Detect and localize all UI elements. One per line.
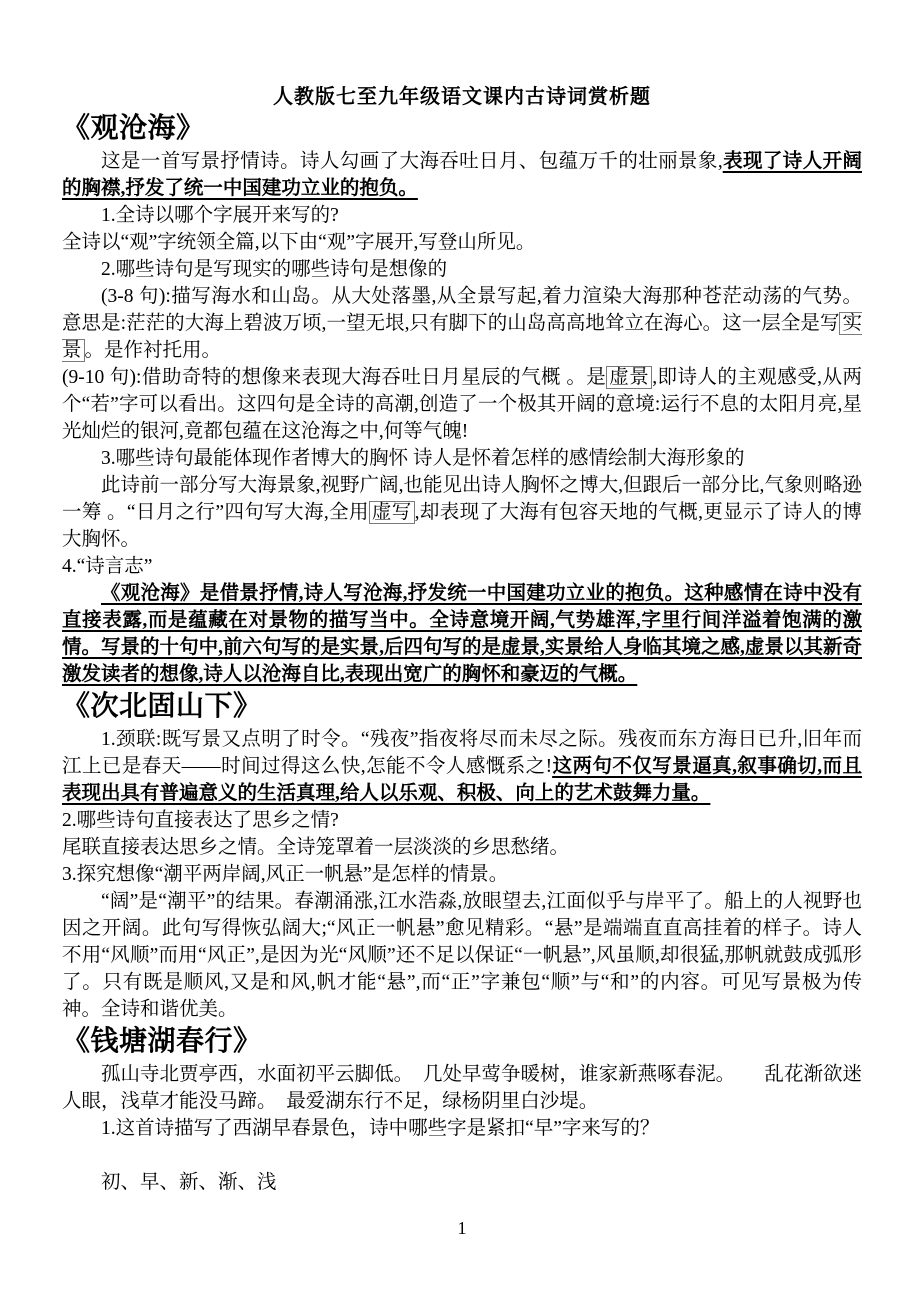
paragraph-broad-mind bbox=[62, 472, 862, 553]
text-segment-bold-underline: 表现了诗人开阔的胸襟,抒发了统一中国建功立业的抱负。 bbox=[62, 151, 862, 199]
paragraph-lines-3-8 bbox=[62, 283, 862, 364]
text-segment: ,却表现了大海有包容天地的气概,更显示了诗人的博大胸怀。 bbox=[62, 502, 862, 550]
boxed-term-xujing: 虚景 bbox=[606, 366, 652, 389]
boxed-term-shijing: 实景 bbox=[62, 313, 862, 361]
paragraph-shiyanzhi-answer bbox=[62, 580, 862, 688]
blank-line bbox=[62, 1142, 862, 1169]
question-4: 4.“诗言志” bbox=[62, 556, 153, 577]
document-title: 人教版七至九年级语文课内古诗词赏析题 bbox=[273, 86, 651, 108]
question-1: 1.全诗以哪个字展开来写的? bbox=[101, 205, 339, 226]
section-heading-cibeigushanxia: 《次北固山下》 bbox=[62, 691, 262, 722]
poem-text: 孤山寺北贾亭西，水面初平云脚低。 几处早莺争暖树，谁家新燕啄春泥。 乱花渐欲迷人眼，浅草才能没马蹄。 最爱湖东行不足，绿杨阴里白沙堤。 bbox=[62, 1064, 862, 1112]
text-segment: 此诗前一部分写大海景象,视野广阔,也能见出诗人胸怀之博大,但跟后一部分比,气象则略逊一筹 。“日月之行”四句写大海,全用 bbox=[62, 475, 862, 523]
paragraph-lines-9-10 bbox=[62, 364, 862, 445]
answer-1: 全诗以“观”字统领全篇,以下由“观”字展开,写登山所见。 bbox=[62, 232, 536, 253]
answer-chaoping: “阔”是“潮平”的结果。春潮涌涨,江水浩淼,放眼望去,江面似乎与岸平了。船上的人视野也因之开阔。此句写得恢弘阔大;“风正一帆悬”愈见精彩。“悬”是端端直直高挂着的样子。诗人不用“风顺”而用“风正”,是因为光“风顺”还不足以保证“一帆悬”,风虽顺,却很猛,那帆就鼓成弧形了。只有既是顺风,又是和风,帆才能“悬”,而“正”字兼包“顺”与“和”的内容。可见写景极为传神。全诗和谐优美。 bbox=[62, 891, 862, 1020]
paragraph-intro bbox=[62, 148, 862, 202]
text-segment: 1.颈联:既写景又点明了时令。“残夜”指夜将尽而未尽之际。残夜而东方海日已升,旧年而江上已是春天——时间过得这么快,怎能不令人感慨系之! bbox=[62, 729, 862, 777]
text-segment: 这是一首写景抒情诗。诗人勾画了大海吞吐日月、包蕴万千的壮丽景象, bbox=[101, 151, 723, 172]
text-segment: ,即诗人的主观感受,从两个“若”字可以看出。这四句是全诗的高潮,创造了一个极其开阔的意境:运行不息的太阳月亮,星光灿烂的银河,竟都包蕴在这沧海之中,何等气魄! bbox=[62, 367, 862, 442]
text-segment-bold-underline: 这两句不仅写景逼真,叙事确切,而且表现出具有普遍意义的生活真理,给人以乐观、积极、向上的艺术鼓舞力量。 bbox=[62, 756, 862, 804]
section-heading-qiantanghuchunxing: 《钱塘湖春行》 bbox=[62, 1026, 262, 1057]
text-segment: (9-10 句):借助奇特的想像来表现大海吞吐日月星辰的气概 。是 bbox=[62, 367, 607, 388]
boxed-term-xuxie: 虚写 bbox=[369, 501, 415, 524]
question-3: 3.哪些诗句最能体现作者博大的胸怀 诗人是怀着怎样的感情绘制大海形象的 bbox=[101, 448, 745, 469]
text-segment: 。是作衬托用。 bbox=[84, 340, 222, 361]
paragraph-jinglian bbox=[62, 726, 862, 807]
text-segment-bold-underline: 《观沧海》是借景抒情,诗人写沧海,抒发统一中国建功立业的抱负。这种感情在诗中没有直接表露,而是蕴藏在对景物的描写当中。全诗意境开阔,气势雄浑,字里行间洋溢着饱满的激情。写景的十句中,前六句写的是实景,后四句写的是虚景,实景给人身临其境之感,虚景以其新奇激发读者的想像,诗人以沧海自比,表现出宽广的胸怀和豪迈的气概。 bbox=[62, 583, 862, 685]
answer-homesick: 尾联直接表达思乡之情。全诗笼罩着一层淡淡的乡思愁绪。 bbox=[62, 837, 570, 858]
section-heading-guancanghai: 《观沧海》 bbox=[62, 113, 205, 144]
question-chaoping: 3.探究想像“潮平两岸阔,风正一帆悬”是怎样的情景。 bbox=[62, 864, 509, 885]
question-2: 2.哪些诗句是写现实的哪些诗句是想像的 bbox=[101, 259, 448, 280]
answer-early-spring: 初、早、新、渐、浅 bbox=[101, 1172, 277, 1193]
question-early-spring: 1.这首诗描写了西湖早春景色，诗中哪些字是紧扣“早”字来写的？ bbox=[101, 1118, 660, 1139]
question-homesick: 2.哪些诗句直接表达了思乡之情? bbox=[62, 810, 339, 831]
page-number: 1 bbox=[457, 1218, 467, 1238]
text-segment: (3-8 句):描写海水和山岛。从大处落墨,从全景写起,着力渲染大海那种苍茫动荡的气势。意思是:茫茫的大海上碧波万顷,一望无垠,只有脚下的山岛高高地耸立在海心。这一层全是写 bbox=[62, 286, 862, 334]
